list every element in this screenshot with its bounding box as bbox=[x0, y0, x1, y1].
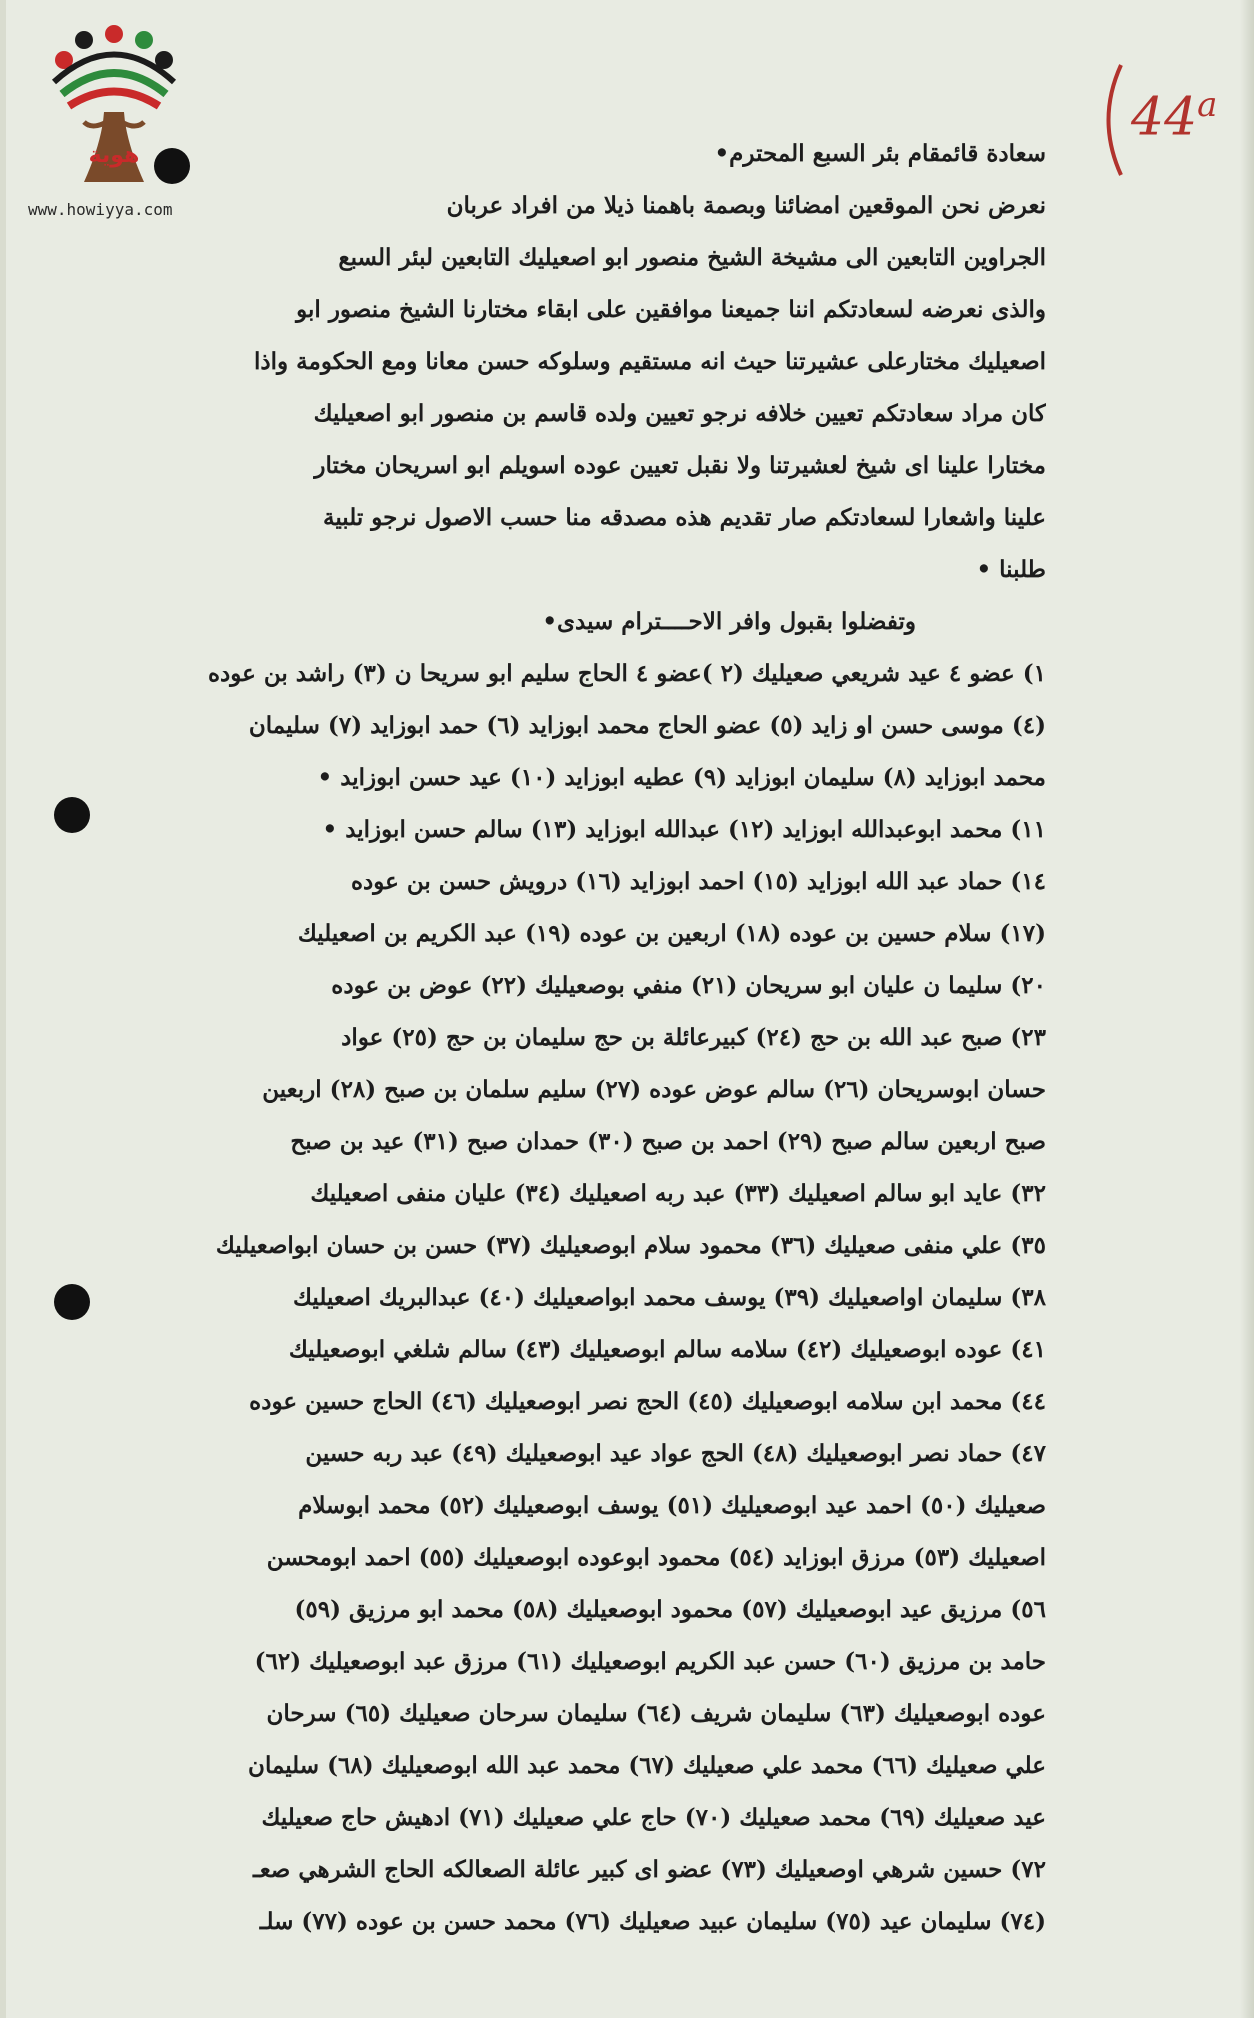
signatory-line: ٣٢) عايد ابو سالم اصعيليك (٣٣) عبد ربه اصعيليك (٣٤) عليان منفى اصعيليك bbox=[310, 1180, 1046, 1207]
signatory-line: ٤٤) محمد ابن سلامه ابوصعيليك (٤٥) الحج نصر ابوصعيليك (٤٦) الحاج حسين عوده bbox=[249, 1388, 1046, 1415]
signatory-line: ٣٥) علي منفى صعيليك (٣٦) محمود سلام ابوصعيليك (٣٧) حسن بن حسان ابواصعيليك bbox=[215, 1232, 1046, 1259]
page-edge bbox=[1240, 0, 1254, 2018]
signatory-line: عوده ابوصعيليك (٦٣) سليمان شريف (٦٤) سليمان سرحان صعيليك (٦٥) سرحان bbox=[266, 1700, 1046, 1727]
body-line: اصعيليك مختارعلى عشيرتنا حيث انه مستقيم وسلوكه حسن معانا ومع الحكومة واذا bbox=[254, 348, 1046, 375]
signatory-line: ١) عضو ٤ عيد شريعي صعيليك (٢ )عضو ٤ الحاج سليم ابو سريحا ن (٣) راشد بن عوده bbox=[207, 660, 1046, 687]
body-line: كان مراد سعادتكم تعيين خلافه نرجو تعيين ولده قاسم بن منصور ابو اصعيليك bbox=[313, 400, 1046, 427]
signatory-line: صعيليك (٥٠) احمد عيد ابوصعيليك (٥١) يوسف ابوصعيليك (٥٢) محمد ابوسلام bbox=[298, 1492, 1046, 1519]
signatory-line: (٧٤) سليمان عيد (٧٥) سليمان عبيد صعيليك (٧٦) محمد حسن بن عوده (٧٧) سلـ bbox=[259, 1908, 1046, 1935]
signatory-line: علي صعيليك (٦٦) محمد علي صعيليك (٦٧) محمد عبد الله ابوصعيليك (٦٨) سليمان bbox=[248, 1752, 1046, 1779]
signatory-line: ٢٣) صبح عبد الله بن حج (٢٤) كبيرعائلة بن حج سليمان بن حج (٢٥) عواد bbox=[341, 1024, 1046, 1051]
signatory-line: ٥٦) مرزيق عيد ابوصعيليك (٥٧) محمود ابوصعيليك (٥٨) محمد ابو مرزيق (٥٩) bbox=[294, 1596, 1046, 1623]
signatory-line: ٣٨) سليمان اواصعيليك (٣٩) يوسف محمد ابواصعيليك (٤٠) عبدالبريك اصعيليك bbox=[293, 1284, 1046, 1311]
folio-mark bbox=[1091, 55, 1241, 185]
signatory-line: ١٤) حماد عبد الله ابوزايد (١٥) احمد ابوزايد (١٦) درويش حسن بن عوده bbox=[350, 868, 1046, 895]
signatory-line: ٢٠) سليما ن عليان ابو سريحان (٢١) منفي بوصعيليك (٢٢) عوض بن عوده bbox=[331, 972, 1046, 999]
website-url: www.howiyya.com bbox=[28, 200, 173, 219]
body-line: علينا واشعارا لسعادتكم صار تقديم هذه مصدقه منا حسب الاصول نرجو تلبية bbox=[323, 504, 1046, 531]
salutation: سعادة قائمقام بئر السبع المحترم• bbox=[714, 140, 1046, 167]
signatory-line: صبح اربعين سالم صبح (٢٩) احمد بن صبح (٣٠) حمدان صبح (٣١) عيد بن صبح bbox=[290, 1128, 1046, 1155]
body-line: الجراوين التابعين الى مشيخة الشيخ منصور ابو اصعيليك التابعين لبئر السبع bbox=[338, 244, 1046, 271]
body-line: طلبنا • bbox=[976, 556, 1046, 583]
body-line: نعرض نحن الموقعين امضائنا وبصمة باهمنا ذيلا من افراد عربان bbox=[446, 192, 1046, 219]
signatory-line: (١٧) سلام حسين بن عوده (١٨) اربعين بن عوده (١٩) عبد الكريم بن اصعيليك bbox=[297, 920, 1046, 947]
signatory-line: ٧٢) حسين شرهي اوصعيليك (٧٣) عضو اى كبير عائلة الصعالكه الحاج الشرهي صعـ bbox=[252, 1856, 1046, 1883]
signatory-line: حسان ابوسريحان (٢٦) سالم عوض عوده (٢٧) سليم سلمان بن صبح (٢٨) اربعين bbox=[262, 1076, 1046, 1103]
signatory-line: عيد صعيليك (٦٩) محمد صعيليك (٧٠) حاج علي صعيليك (٧١) ادهيش حاج صعيليك bbox=[261, 1804, 1046, 1831]
letter-body bbox=[26, 128, 1046, 1948]
signatory-line: ٤٧) حماد نصر ابوصعيليك (٤٨) الحج عواد عيد ابوصعيليك (٤٩) عبد ربه حسين bbox=[305, 1440, 1046, 1467]
signatory-line: ٤١) عوده ابوصعيليك (٤٢) سلامه سالم ابوصعيليك (٤٣) سالم شلغي ابوصعيليك bbox=[288, 1336, 1046, 1363]
body-line: والذى نعرضه لسعادتكم اننا جميعنا موافقين على ابقاء مختارنا الشيخ منصور ابو bbox=[296, 296, 1046, 323]
signatory-line: محمد ابوزايد (٨) سليمان ابوزايد (٩) عطيه ابوزايد (١٠) عيد حسن ابوزايد • bbox=[317, 764, 1046, 791]
closing: وتفضلوا بقبول وافر الاحــــترام سيدى• bbox=[542, 608, 916, 635]
signatory-line: اصعيليك (٥٣) مرزق ابوزايد (٥٤) محمود ابوعوده ابوصعيليك (٥٥) احمد ابومحسن bbox=[266, 1544, 1046, 1571]
signatory-line: (٤) موسى حسن او زايد (٥) عضو الحاج محمد ابوزايد (٦) حمد ابوزايد (٧) سليمان bbox=[248, 712, 1046, 739]
signatory-line: حامد بن مرزيق (٦٠) حسن عبد الكريم ابوصعيليك (٦١) مرزق عبد ابوصعيليك (٦٢) bbox=[254, 1648, 1046, 1675]
body-line: مختارا علينا اى شيخ لعشيرتنا ولا نقبل تعيين عوده اسويلم ابو اسريحان مختار bbox=[314, 452, 1046, 479]
folio-number: 44$^a$ bbox=[1131, 85, 1218, 148]
logo-wordmark: هوية bbox=[88, 143, 140, 168]
signatory-line: ١١) محمد ابوعبدالله ابوزايد (١٢) عبدالله ابوزايد (١٣) سالم حسن ابوزايد • bbox=[322, 816, 1046, 843]
